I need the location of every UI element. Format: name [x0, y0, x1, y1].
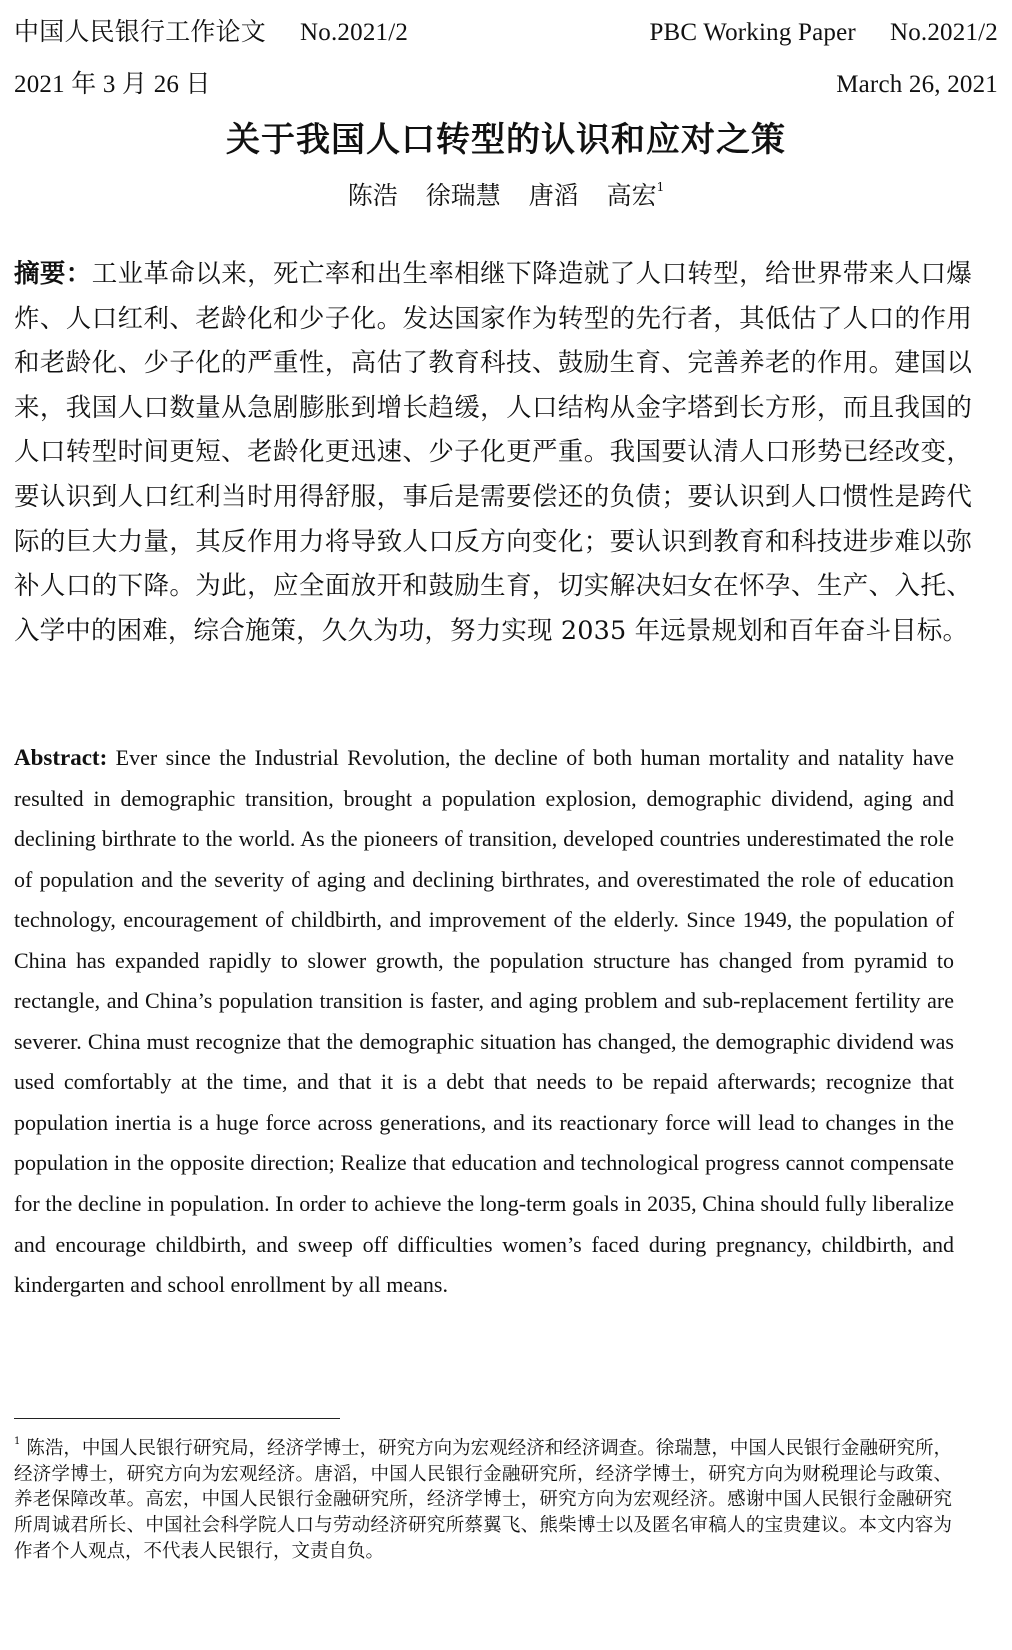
footnote-divider [14, 1418, 340, 1419]
paper-title: 关于我国人口转型的认识和应对之策 [226, 120, 786, 160]
abstract-label-en: Abstract: [14, 745, 108, 770]
abstract-body-en: Ever since the Industrial Revolution, the decline of both human mortality and natality have resulted in demographic transition, brought a population explosion, demographic dividend, aging and declining birthrate to the world. As the pioneers of transition, developed countries underestimated the role of population and the severity of aging and declining birthrates, and overestimated the role of education technology, encouragement of childbirth, and improvement of the elderly. Since 1949, the population of China has expanded rapidly to slower growth, the population structure has changed from pyramid to rectangle, and China’s population transition is faster, and aging problem and sub-replacement fertility are severer. China must recognize that the demographic situation has changed, the demographic dividend was used comfortably at the time, and that it is a debt that needs to be repaid afterwards; recognize that population inertia is a huge force across generations, and its reactionary force will lead to changes in the population in the opposite direction; Realize that education and technological progress cannot compensate for the decline in population. In order to achieve the long-term goals in 2035, China should fully liberalize and encourage childbirth, and sweep off difficulties women’s faced during pregnancy, childbirth, and kindergarten and school enrollment by all means. [14, 745, 954, 1298]
author-name: 徐瑞慧 [425, 181, 501, 210]
date-en: March 26, 2021 [836, 71, 998, 98]
abstract-chinese [14, 252, 972, 653]
footnote-number: 1 [14, 1436, 21, 1447]
date-row [14, 64, 998, 100]
series-name-cn: 中国人民银行工作论文 [14, 19, 267, 46]
series-name-en: PBC Working Paper [649, 19, 856, 46]
footnote [14, 1432, 952, 1564]
footnote-marker: 1 [656, 179, 665, 194]
abstract-english [14, 738, 954, 1306]
paper-number-right: No.2021/2 [889, 19, 998, 46]
header-right [649, 19, 998, 47]
author-list [0, 176, 1012, 212]
footnote-text: 陈浩，中国人民银行研究局，经济学博士，研究方向为宏观经济和经济调查。徐瑞慧，中国人民银行金融研究所，经济学博士，研究方向为宏观经济。唐滔，中国人民银行金融研究所，经济学博士，研究方向为财税理论与政策、养老保障改革。高宏，中国人民银行金融研究所，经济学博士，研究方向为宏观经济。感谢中国人民银行金融研究所周诚君所长、中国社会科学院人口与劳动经济研究所蔡翼飞、熊柴博士以及匿名审稿人的宝贵建议。本文内容为作者个人观点，不代表人民银行，文责自负。 [14, 1438, 952, 1562]
abstract-body-cn: 工业革命以来，死亡率和出生率相继下降造就了人口转型，给世界带来人口爆炸、人口红利、老龄化和少子化。发达国家作为转型的先行者，其低估了人口的作用和老龄化、少子化的严重性，高估了教育科技、鼓励生育、完善养老的作用。建国以来，我国人口数量从急剧膨胀到增长趋缓，人口结构从金字塔到长方形，而且我国的人口转型时间更短、老龄化更迅速、少子化更严重。我国要认清人口形势已经改变，要认识到人口红利当时用得舒服，事后是需要偿还的负债；要认识到人口惯性是跨代际的巨大力量，其反作用力将导致人口反方向变化；要认识到教育和科技进步难以弥补人口的下降。为此，应全面放开和鼓励生育，切实解决妇女在怀孕、生产、入托、入学中的困难，综合施策，久久为功，努力实现 2035 年远景规划和百年奋斗目标。 [14, 259, 972, 646]
paper-number-left: No.2021/2 [300, 19, 409, 46]
running-header [14, 12, 998, 48]
author-name: 陈浩 [347, 181, 398, 210]
abstract-label-cn: 摘要： [14, 259, 92, 289]
author-name: 高宏$^1$ [606, 179, 665, 210]
author-name: 唐滔 [528, 181, 579, 210]
date-cn: 2021 年 3 月 26 日 [14, 71, 211, 98]
header-left [14, 12, 408, 48]
